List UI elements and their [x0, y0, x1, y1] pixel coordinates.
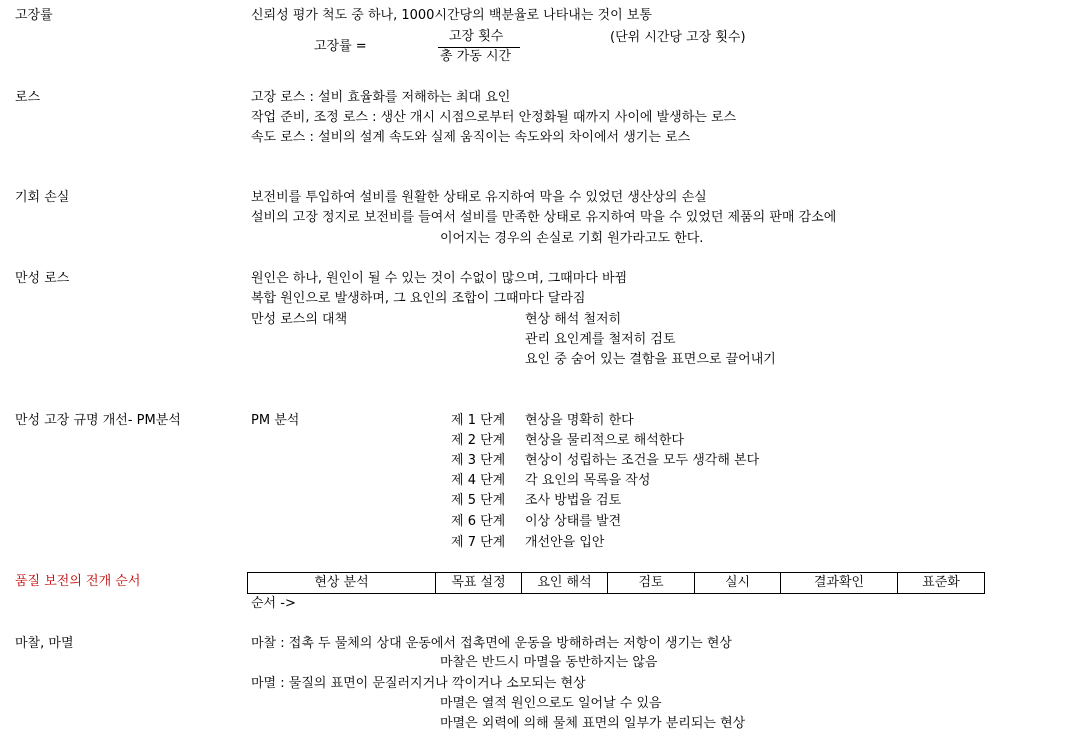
pm-step-7-text: 개선안을 입안	[525, 535, 605, 550]
opportunity-loss-label: 기회 손실	[15, 190, 70, 205]
failure-rate-label: 고장률	[15, 8, 53, 23]
pm-step-3-number: 제 3 단계	[451, 453, 506, 468]
process-cell-4: 검토	[638, 575, 664, 590]
friction-wear-line-3: 마멸 : 물질의 표면이 문질러지거나 깍이거나 소모되는 현상	[251, 676, 586, 691]
pm-analysis-label: 만성 고장 규명 개선- PM분석	[15, 413, 181, 428]
pm-step-1-text: 현상을 명확히 한다	[525, 413, 634, 428]
process-cell-7: 표준화	[922, 575, 960, 590]
failure-rate-desc: 신뢰성 평가 척도 중 하나, 1000시간당의 백분율로 나타내는 것이 보통	[251, 8, 652, 23]
formula-denominator: 총 가동 시간	[440, 49, 512, 64]
opportunity-loss-line-3: 이어지는 경우의 손실로 기회 원가라고도 한다.	[440, 231, 704, 246]
pm-step-2-number: 제 2 단계	[451, 433, 506, 448]
friction-wear-line-1: 마찰 : 접촉 두 물체의 상대 운동에서 접촉면에 운동을 방해하려는 저항이 생기는 현상	[251, 636, 732, 651]
loss-line-3: 속도 로스 : 설비의 설계 속도와 실제 움직이는 속도와의 차이에서 생기는 로스	[251, 130, 691, 145]
process-cell-2: 목표 설정	[451, 575, 506, 590]
formula-numerator: 고장 횟수	[449, 29, 504, 44]
chronic-loss-countermeasure-label: 만성 로스의 대책	[251, 312, 348, 327]
process-cell-3: 요인 해석	[537, 575, 592, 590]
quality-maintenance-label: 품질 보전의 전개 순서	[15, 574, 141, 589]
opportunity-loss-line-1: 보전비를 투입하여 설비를 원활한 상태로 유지하여 막을 수 있었던 생산상의 손실	[251, 190, 707, 205]
loss-label: 로스	[15, 90, 41, 105]
loss-line-2: 작업 준비, 조정 로스 : 생산 개시 시점으로부터 안정화될 때까지 사이에 발생하는 로스	[251, 110, 737, 125]
opportunity-loss-line-2: 설비의 고장 정지로 보전비를 들여서 설비를 만족한 상태로 유지하여 막을 수 있었던 제품의 판매 감소에	[251, 210, 837, 225]
pm-step-1-number: 제 1 단계	[451, 413, 506, 428]
formula-unit: (단위 시간당 고장 횟수)	[610, 30, 746, 45]
loss-line-1: 고장 로스 : 설비 효율화를 저해하는 최대 요인	[251, 90, 511, 105]
countermeasure-1: 현상 해석 철저히	[525, 312, 622, 327]
chronic-loss-label: 만성 로스	[15, 271, 70, 286]
pm-step-6-number: 제 6 단계	[451, 514, 506, 529]
process-cell-5: 실시	[724, 575, 751, 590]
chronic-loss-line-2: 복합 원인으로 발생하며, 그 요인의 조합이 그때마다 달라짐	[251, 291, 586, 306]
pm-step-6-text: 이상 상태를 발견	[525, 514, 622, 529]
countermeasure-2: 관리 요인계를 철저히 검토	[525, 332, 676, 347]
pm-step-3-text: 현상이 성립하는 조건을 모두 생각해 본다	[525, 453, 760, 468]
friction-wear-line-2: 마찰은 반드시 마멸을 동반하지는 않음	[440, 655, 658, 670]
formula-lhs: 고장률 =	[314, 39, 367, 54]
pm-step-4-text: 각 요인의 목록을 작성	[525, 473, 651, 488]
fraction-bar	[438, 47, 520, 48]
pm-step-5-number: 제 5 단계	[451, 493, 506, 508]
pm-step-4-number: 제 4 단계	[451, 473, 506, 488]
countermeasure-3: 요인 중 숨어 있는 결함을 표면으로 끌어내기	[525, 352, 776, 367]
order-arrow-label: 순서 ->	[251, 596, 296, 611]
chronic-loss-line-1: 원인은 하나, 원인이 될 수 있는 것이 수없이 많으며, 그때마다 바뀜	[251, 271, 628, 286]
process-cell-6: 결과확인	[813, 575, 865, 590]
pm-step-5-text: 조사 방법을 검토	[525, 493, 622, 508]
friction-wear-line-5: 마멸은 외력에 의해 물체 표면의 일부가 분리되는 현상	[440, 716, 746, 731]
process-cell-1: 현상 분석	[314, 575, 369, 590]
pm-analysis-sub-label: PM 분석	[251, 413, 300, 428]
pm-step-2-text: 현상을 물리적으로 해석한다	[525, 433, 684, 448]
friction-wear-label: 마찰, 마멸	[15, 636, 74, 651]
friction-wear-line-4: 마멸은 열적 원인으로도 일어날 수 있음	[440, 696, 662, 711]
pm-step-7-number: 제 7 단계	[451, 535, 506, 550]
